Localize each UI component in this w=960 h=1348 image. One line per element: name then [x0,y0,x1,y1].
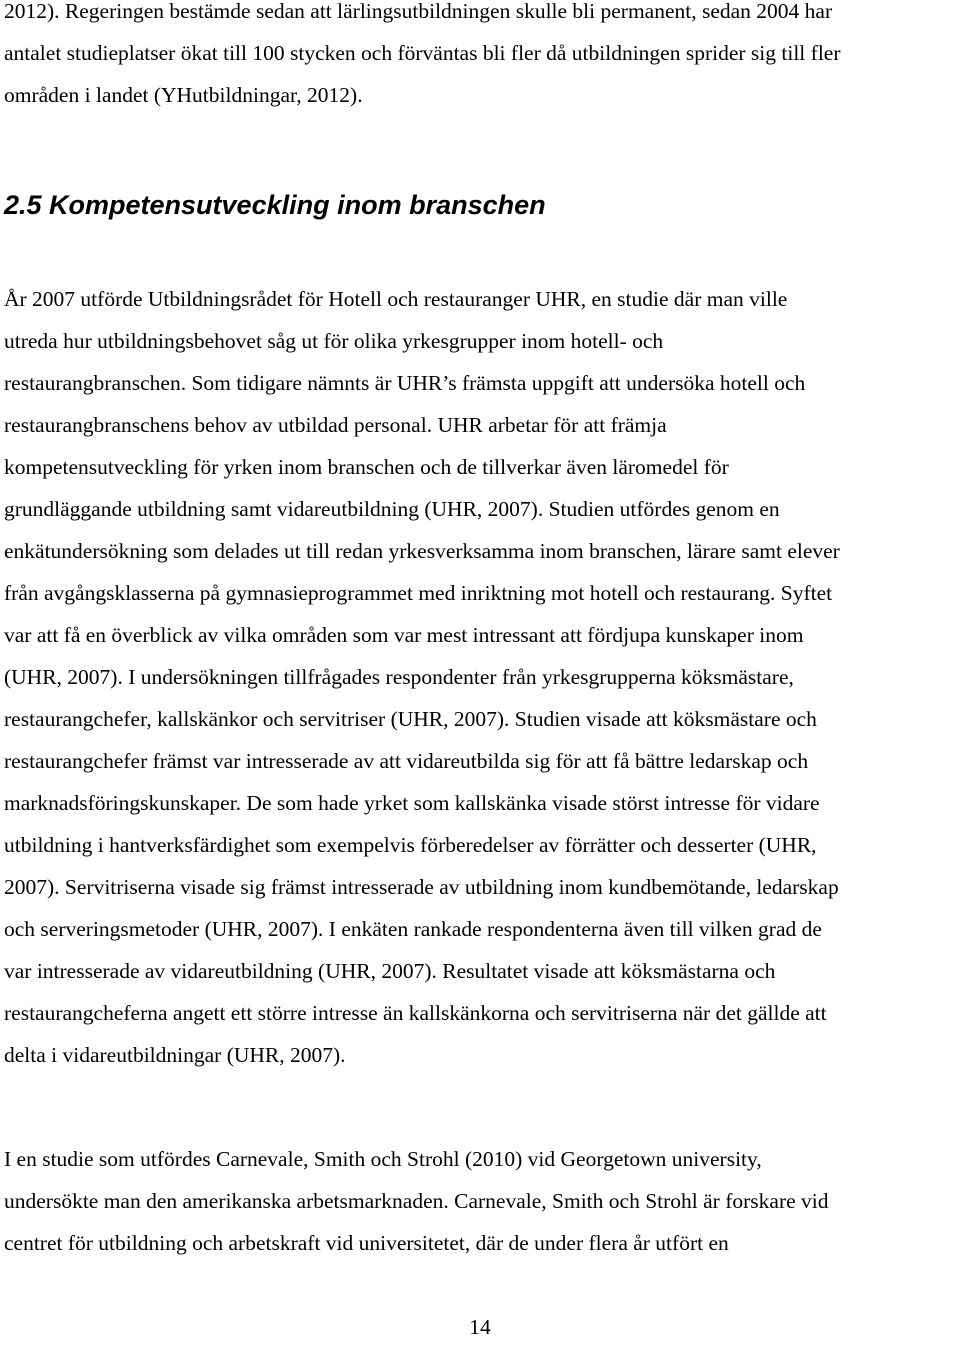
text-line: utreda hur utbildningsbehovet såg ut för olika yrkesgrupper inom hotell- och [4,329,664,353]
section-heading: 2.5 Kompetensutveckling inom branschen [4,190,546,220]
text-line: (UHR, 2007). I undersökningen tillfrågades respondenter från yrkesgrupperna köksmästare, [4,665,794,689]
text-line: undersökte man den amerikanska arbetsmarknaden. Carnevale, Smith och Strohl är forskare vid [4,1189,829,1213]
text-line: utbildning i hantverksfärdighet som exempelvis förberedelser av förrätter och desserter (UHR, [4,833,817,857]
carnevale-study-paragraph [4,1138,960,1264]
uhr-study-paragraph [4,278,960,1076]
text-line: restaurangbranschens behov av utbildad personal. UHR arbetar för att främja [4,413,667,437]
text-line: och serveringsmetoder (UHR, 2007). I enkäten rankade respondenterna även till vilken grad de [4,917,822,941]
text-line: marknadsföringskunskaper. De som hade yrket som kallskänka visade störst intresse för vidare [4,791,820,815]
text-line: I en studie som utfördes Carnevale, Smith och Strohl (2010) vid Georgetown university, [4,1147,762,1171]
text-line: kompetensutveckling för yrken inom branschen och de tillverkar även läromedel för [4,455,729,479]
text-line: restaurangchefer, kallskänkor och servitriser (UHR, 2007). Studien visade att köksmästare och [4,707,817,731]
text-line: var att få en överblick av vilka områden som var mest intressant att fördjupa kunskaper inom [4,623,804,647]
text-line: enkätundersökning som delades ut till redan yrkesverksamma inom branschen, lärare samt elever [4,539,840,563]
text-line: restaurangchefer främst var intresserade av att vidareutbilda sig för att få bättre ledarskap och [4,749,809,773]
text-line: från avgångsklasserna på gymnasieprogrammet med inriktning mot hotell och restaurang. Syftet [4,581,833,605]
text-line: 2007). Servitriserna visade sig främst intresserade av utbildning inom kundbemötande, ledarskap [4,875,839,899]
text-line: var intresserade av vidareutbildning (UHR, 2007). Resultatet visade att köksmästarna och [4,959,776,983]
text-line: delta i vidareutbildningar (UHR, 2007). [4,1043,346,1067]
text-line: grundläggande utbildning samt vidareutbildning (UHR, 2007). Studien utfördes genom en [4,497,780,521]
text-line: områden i landet (YHutbildningar, 2012). [4,83,363,107]
text-line: centret för utbildning och arbetskraft vid universitetet, där de under flera år utfört en [4,1231,729,1255]
text-line: 2012). Regeringen bestämde sedan att lärlingsutbildningen skulle bli permanent, sedan 2004 har [4,0,833,23]
text-line: restaurangbranschen. Som tidigare nämnts är UHR’s främsta uppgift att undersöka hotell och [4,371,806,395]
text-line: antalet studieplatser ökat till 100 stycken och förväntas bli fler då utbildningen sprider sig till fler [4,41,841,65]
text-line: restaurangcheferna angett ett större intresse än kallskänkorna och servitriserna när det gällde att [4,1001,827,1025]
intro-paragraph [4,0,960,116]
text-line: År 2007 utförde Utbildningsrådet för Hotell och restauranger UHR, en studie där man ville [4,287,788,311]
page-number: 14 [469,1315,491,1339]
